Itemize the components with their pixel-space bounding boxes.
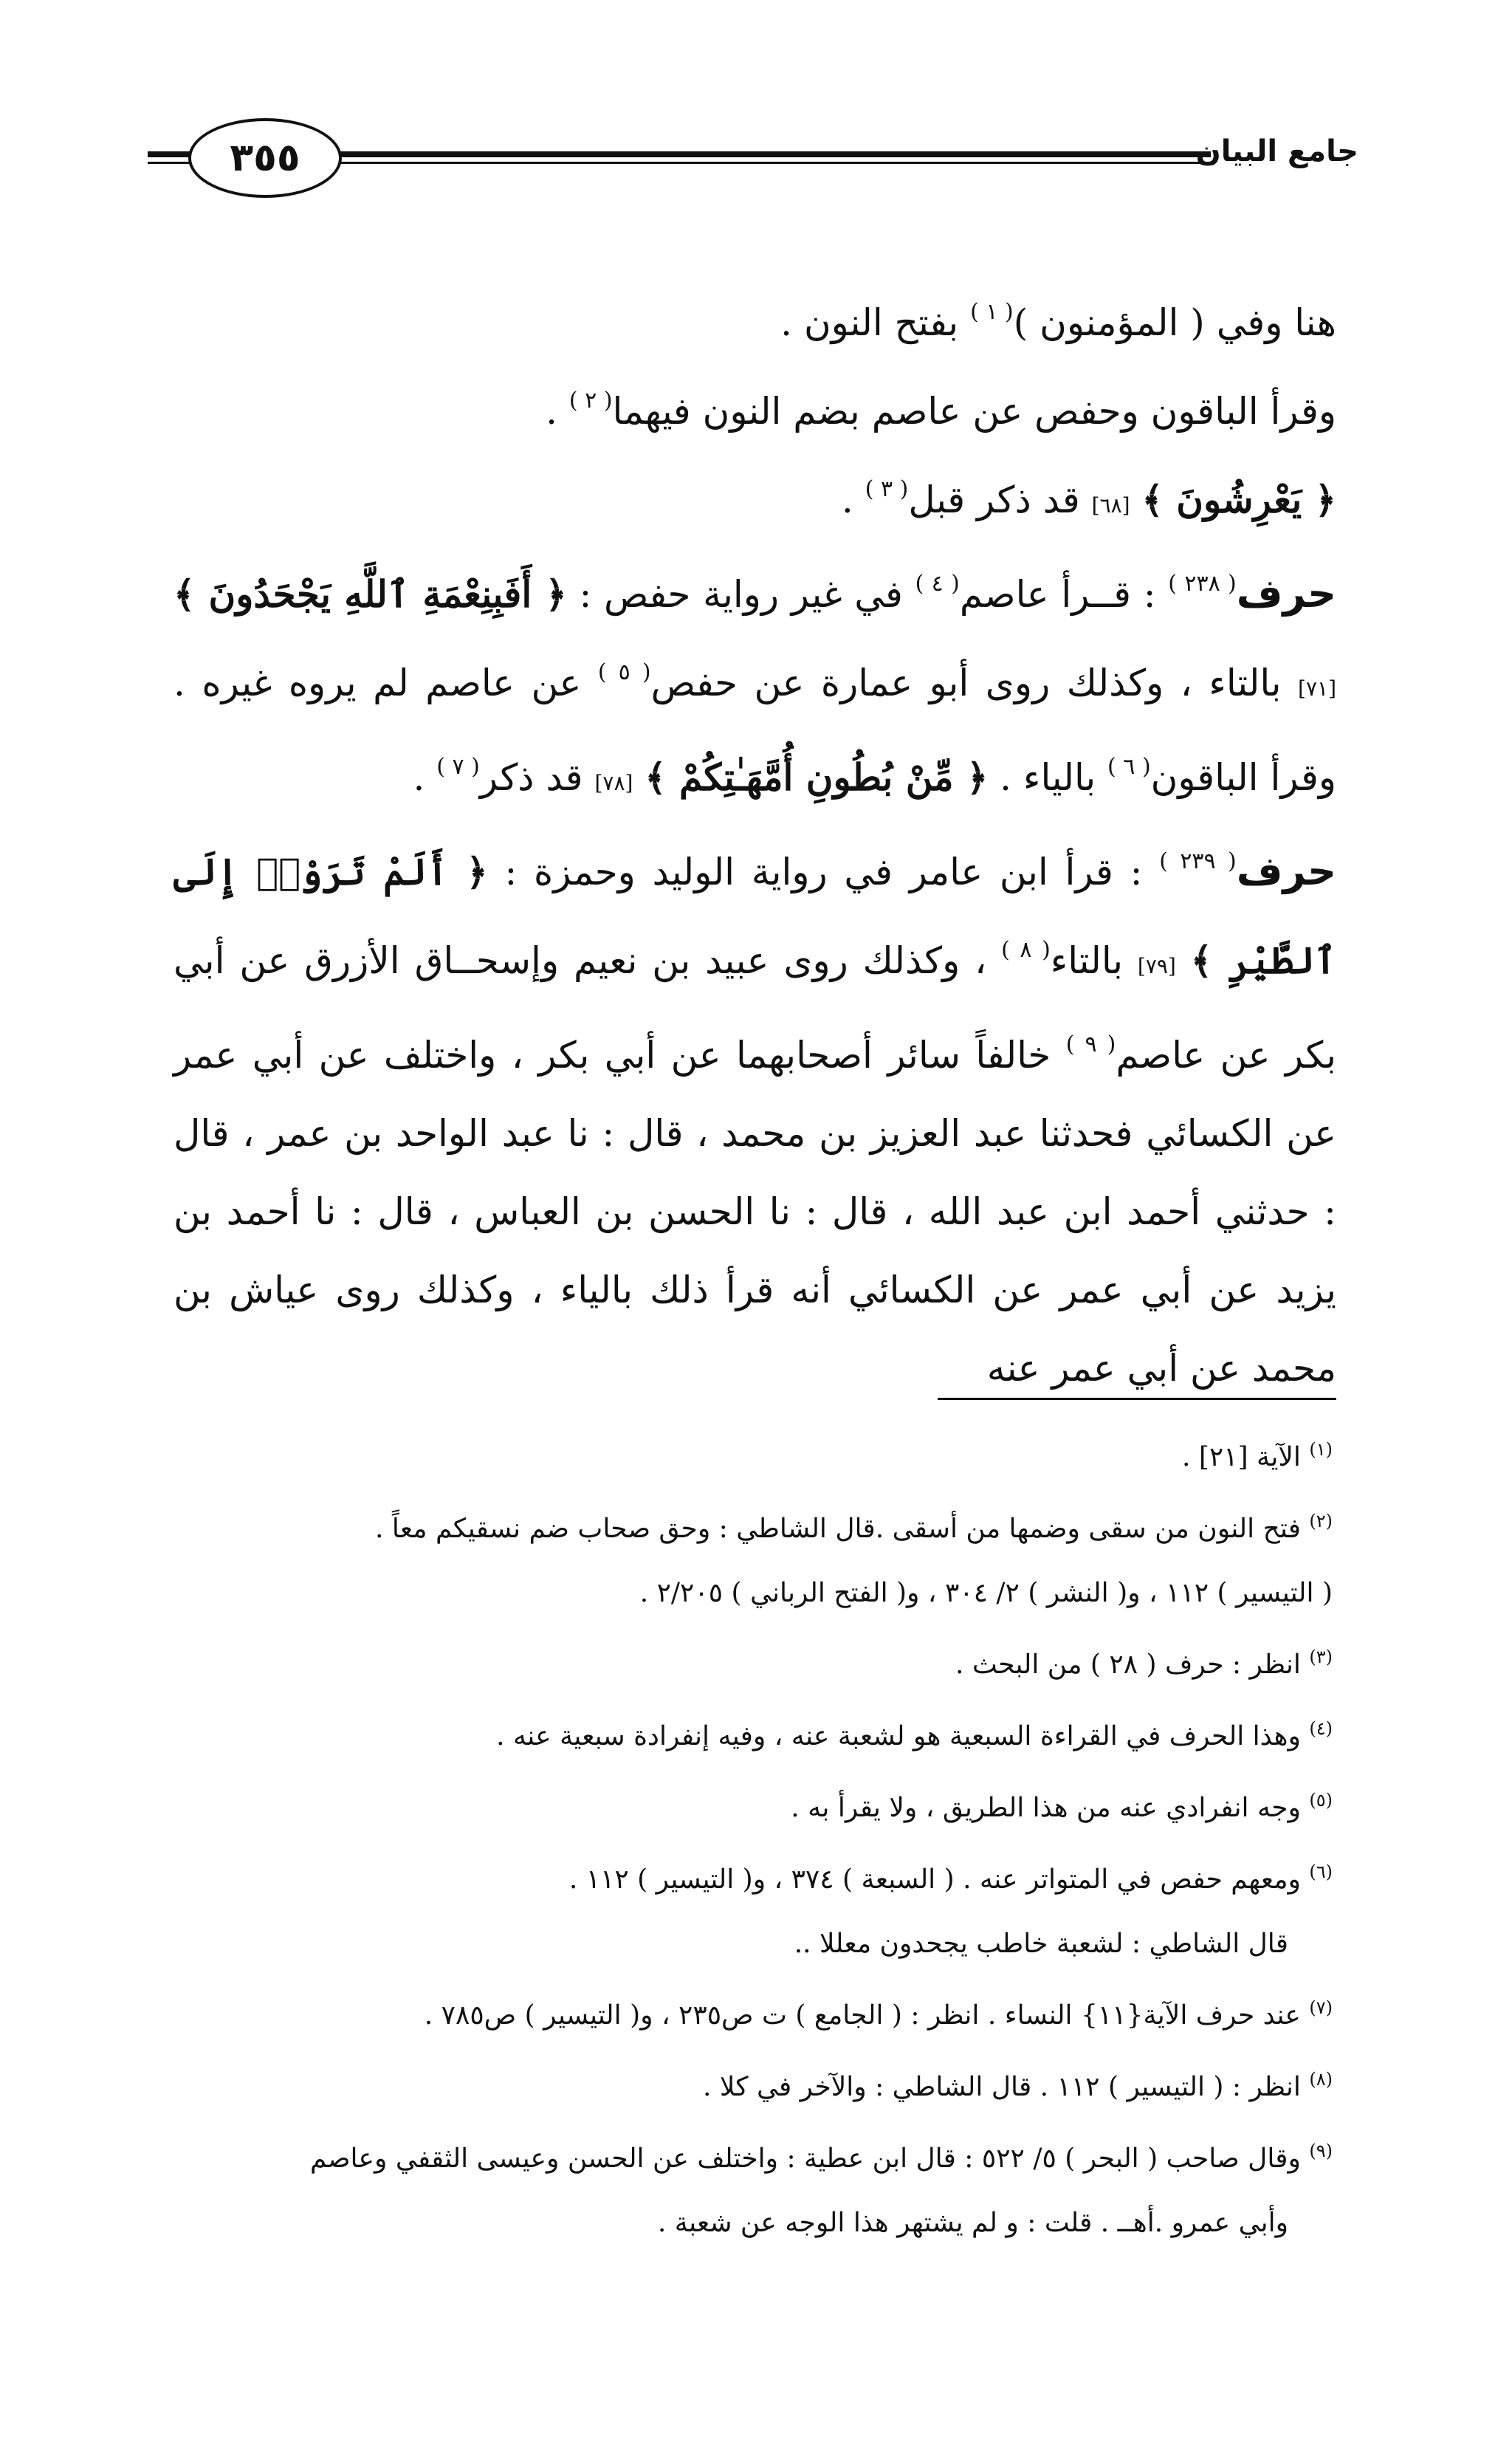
text: : قرأ ابن عامر في رواية الوليد وحمزة : (487, 851, 1160, 893)
quran-verse: ﴿ يَعْرِشُونَ ﴾ (1141, 478, 1336, 521)
page-number: ٣٥٥ (188, 118, 342, 198)
footnote-text: وهذا الحرف في القراءة السبعية هو لشعبة عنه ، وفيه إنفرادة سبعية عنه . (496, 1721, 1301, 1751)
text: وقرأ الباقون وحفص عن عاصم بضم النون فيهما (612, 390, 1336, 433)
footnote-ref-5: ( ٥ ) (597, 659, 651, 685)
footnote-mark: (٣) (1309, 1647, 1333, 1667)
text: بالتاء (1050, 939, 1138, 982)
footnote-text: وجه انفرادي عنه من هذا الطريق ، ولا يقرأ به . (791, 1793, 1301, 1823)
verse-number: [٧٨] (594, 771, 633, 795)
footnote-text: وأبي عمرو .أهــ . قلت : و لم يشتهر هذا الوجه عن شعبة . (657, 2208, 1288, 2238)
footnote-6 (166, 1840, 1333, 1912)
header-rule-left (148, 151, 192, 164)
text: بالياء . (988, 756, 1108, 799)
footnote-mark: (٥) (1309, 1790, 1333, 1811)
footnote-9-cont (166, 2191, 1333, 2255)
text: بالتاء ، وكذلك روى أبو عمارة عن حفص (650, 662, 1299, 704)
harf-label: حرف (1236, 848, 1336, 894)
verse-number: [٦٨] (1091, 493, 1130, 518)
text: : قــرأ عاصم (959, 573, 1169, 616)
quran-verse: ﴿ مِّنْ بُطُونِ أُمَّهَـٰتِكُمْ ﴾ (645, 755, 989, 799)
quran-verse: ﴿ أَفَبِنِعْمَةِ ٱللَّهِ يَجْحَدُونَ ﴾ (173, 572, 567, 616)
footnote-8 (166, 2048, 1333, 2119)
footnote-ref-8: ( ٨ ) (1001, 937, 1051, 963)
paragraph-1 (173, 273, 1336, 362)
footnote-divider (938, 1398, 1336, 1400)
harf-number: ( ٢٣٩ ) (1159, 848, 1237, 874)
paragraph-5 (173, 823, 1336, 1407)
footnote-text: ومعهم حفص في المتواتر عنه . ( السبعة ) ٣٧٤ ، و( التيسير ) ١١٢ . (568, 1864, 1301, 1895)
footnote-mark: (٧) (1309, 1997, 1333, 2018)
footnote-ref-7: ( ٧ ) (436, 754, 480, 780)
footnote-5 (166, 1768, 1333, 1840)
footnote-text: الآية [٢١] . (1181, 1442, 1301, 1472)
footnote-1 (166, 1418, 1333, 1489)
verse-number: [٧٩] (1137, 954, 1176, 978)
text: قد ذكر قبل (908, 478, 1092, 521)
text: ، وكذلك روى عبيد بن نعيم وإسحــاق الأزرق عن أبي بكر عن عاصم (173, 939, 1336, 1077)
text: خالفاً سائر أصحابهما عن أبي بكر ، واختلف عن أبي عمر عن الكسائي فحدثنا عبد العزيز بن محمد ، قال : نا عبد الواحد بن عمر ، قال : حدثني أحمد ابن عبد الله ، قال : نا الحسن بن العباس ، قال : نا أحمد بن يزيد عن أبي عمر عن الكسائي أنه قرأ ذلك بالياء ، وكذلك روى عياش بن محمد عن أبي عمر عنه (173, 1034, 1336, 1390)
footnote-7 (166, 1976, 1333, 2048)
book-title: جامع البيان (1195, 134, 1358, 168)
footnote-2-cont (166, 1561, 1333, 1625)
verse-number: [٧١] (1298, 676, 1336, 701)
footnote-3 (166, 1625, 1333, 1697)
text: . (841, 478, 865, 521)
footnote-6-cont (166, 1912, 1333, 1976)
footnote-ref-2: ( ٢ ) (568, 388, 613, 413)
footnote-text: انظر : ( التيسير ) ١١٢ . قال الشاطي : والآخر في كلا . (703, 2072, 1301, 2102)
footnote-mark: (٩) (1309, 2141, 1333, 2161)
footnote-ref-9: ( ٩ ) (1065, 1032, 1116, 1057)
footnote-text: ( التيسير ) ١١٢ ، و( النشر ) ٢/ ٣٠٤ ، و( الفتح الرباني ) ٢/٢٠٥ . (639, 1578, 1333, 1608)
text: قد ذكر (479, 756, 595, 799)
footnote-text: عند حرف الآية{١١} النساء . انظر : ( الجامع ) ت ص٢٣٥ ، و( التيسير ) ص٧٨٥ . (424, 2000, 1301, 2031)
footnote-mark: (٨) (1309, 2069, 1333, 2090)
main-text (173, 273, 1336, 1407)
footnote-text: وقال صاحب ( البحر ) ٥/ ٥٢٢ : قال ابن عطية : واختلف عن الحسن وعيسى الثقفي وعاصم (310, 2144, 1301, 2174)
harf-number: ( ٢٣٨ ) (1168, 571, 1237, 597)
paragraph-4 (173, 545, 1336, 823)
footnote-text: انظر : حرف ( ٢٨ ) من البحث . (955, 1650, 1301, 1680)
quran-verse: ﴿ أَلَمْ تَرَوْا۟ إِلَى ٱلطَّيْرِ ﴾ (173, 850, 1336, 982)
footnote-ref-6: ( ٦ ) (1107, 754, 1151, 780)
header-rule (332, 151, 1211, 164)
footnote-4 (166, 1697, 1333, 1768)
footnote-ref-4: ( ٤ ) (915, 571, 960, 597)
text: بفتح النون . (780, 301, 971, 344)
paragraph-3 (173, 450, 1336, 545)
footnote-text: قال الشاطي : لشعبة خاطب يجحدون معللا .. (794, 1929, 1288, 1959)
page-header (148, 118, 1358, 207)
text: هنا وفي ( المؤمنون ) (1013, 301, 1336, 344)
footnote-mark: (١) (1309, 1439, 1333, 1460)
paragraph-2 (173, 362, 1336, 450)
harf-label: حرف (1236, 570, 1337, 617)
text: في غير رواية حفص : (566, 573, 915, 616)
footnote-mark: (٤) (1309, 1718, 1333, 1739)
footnote-text: فتح النون من سقى وضمها من أسقى .قال الشاطي : وحق صحاب ضم نسقيكم معاً . (375, 1514, 1301, 1544)
text: عن عاصم لم يروه غيره . وقرأ الباقون (173, 662, 1336, 799)
footnote-2 (166, 1489, 1333, 1561)
text: . (413, 756, 437, 799)
footnote-mark: (٢) (1309, 1511, 1333, 1531)
footnote-ref-3: ( ٣ ) (865, 476, 909, 502)
footnotes (166, 1418, 1333, 2255)
footnote-ref-1: ( ١ ) (970, 299, 1014, 325)
text: . (546, 390, 569, 433)
footnote-9 (166, 2119, 1333, 2191)
footnote-mark: (٦) (1309, 1861, 1333, 1882)
